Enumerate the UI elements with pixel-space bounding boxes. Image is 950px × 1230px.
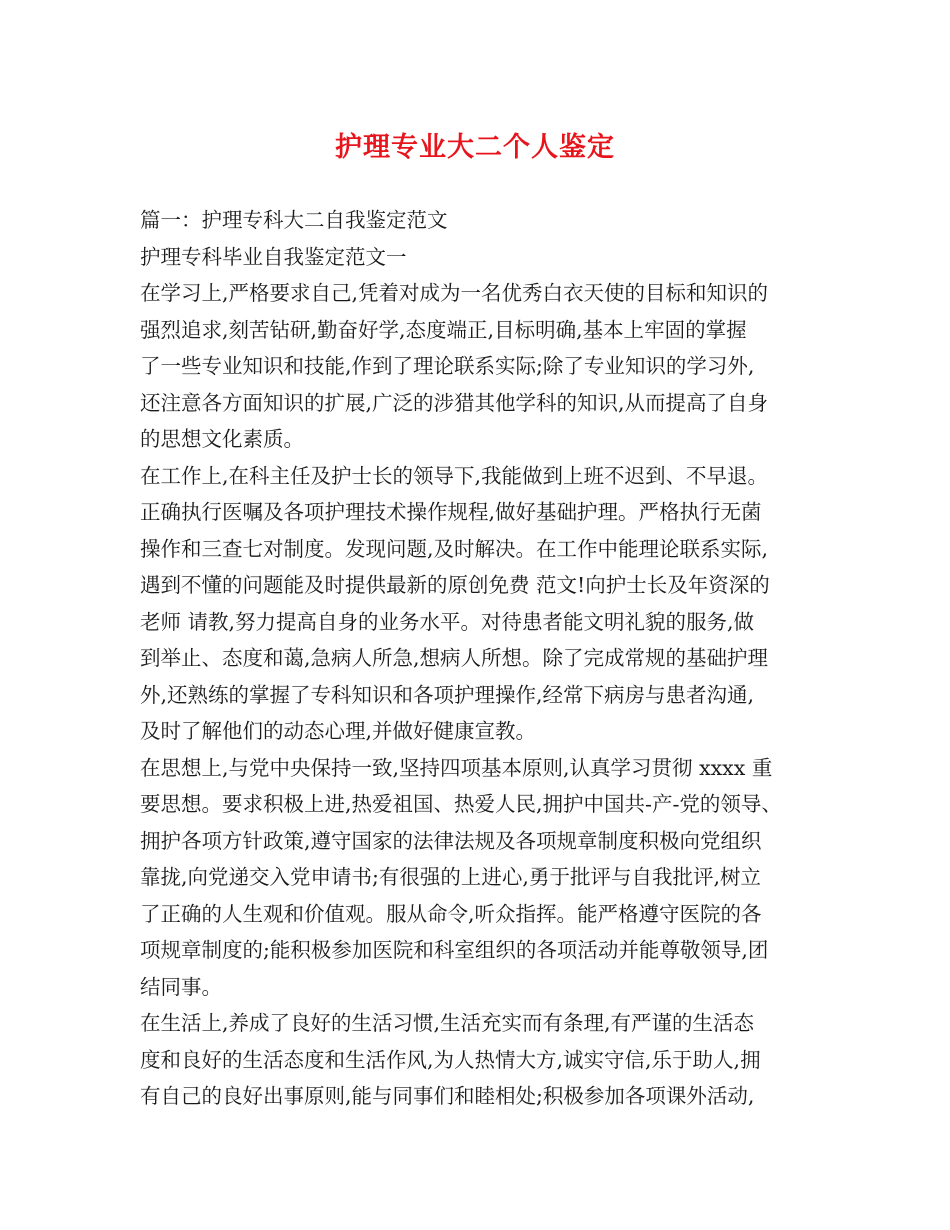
body-line: 在工作上,在科主任及护士长的领导下,我能做到上班不迟到、不早退。: [140, 463, 769, 488]
body-line: 篇一：护理专科大二自我鉴定范文: [140, 208, 448, 232]
body-line: 要思想。要求积极上进,热爱祖国、热爱人民,拥护中国共-产-党的领导、: [140, 792, 782, 816]
body-line: 外,还熟练的掌握了专科知识和各项护理操作,经常下病房与患者沟通,: [140, 682, 755, 707]
body-line: 靠拢,向党递交入党申请书;有很强的上进心,勇于批评与自我批评,树立: [140, 865, 761, 889]
body-line: 有自己的良好出事原则,能与同事们和睦相处;积极参加各项课外活动,: [140, 1084, 755, 1108]
body-line: 拥护各项方针政策,遵守国家的法律法规及各项规章制度积极向党组织: [140, 828, 762, 853]
body-line: 了正确的人生观和价值观。服从命令,听众指挥。能严格遵守医院的各: [140, 901, 762, 926]
document-title: 护理专业大二个人鉴定: [335, 132, 615, 163]
body-line: 操作和三查七对制度。发现问题,及时解决。在工作中能理论联系实际,: [140, 536, 769, 561]
body-line: 及时了解他们的动态心理,并做好健康宣教。: [140, 719, 537, 743]
body-line: 在生活上,养成了良好的生活习惯,生活充实而有条理,有严谨的生活态: [140, 1011, 755, 1035]
body-line: 在思想上,与党中央保持一致,坚持四项基本原则,认真学习贯彻 xxxx 重: [140, 755, 773, 780]
body-line: 到举止、态度和蔼,急病人所急,想病人所想。除了完成常规的基础护理: [140, 646, 769, 670]
body-line: 结同事。: [140, 974, 222, 999]
body-line: 度和良好的生活态度和生活作风,为人热情大方,诚实守信,乐于助人,拥: [140, 1047, 761, 1072]
body-line: 的思想文化素质。: [140, 427, 304, 451]
body-line: 项规章制度的;能积极参加医院和科室组织的各项活动并能尊敬领导,团: [140, 938, 769, 962]
body-line: 强烈追求,刻苦钻研,勤奋好学,态度端正,目标明确,基本上牢固的掌握: [140, 317, 747, 342]
body-line: 护理专科毕业自我鉴定范文一: [140, 244, 407, 269]
body-line: 正确执行医嘱及各项护理技术操作规程,做好基础护理。严格执行无菌: [140, 500, 762, 524]
body-line: 老师 请教,努力提高自身的业务水平。对待患者能文明礼貌的服务,做: [140, 609, 755, 634]
body-line: 了一些专业知识和技能,作到了理论联系实际;除了专业知识的学习外,: [140, 354, 755, 378]
body-line: 在学习上,严格要求自己,凭着对成为一名优秀白衣天使的目标和知识的: [140, 281, 769, 305]
body-line: 遇到不懂的问题能及时提供最新的原创免费 范文!向护士长及年资深的: [140, 573, 770, 597]
document-body: [140, 202, 816, 1115]
body-line: 还注意各方面知识的扩展,广泛的涉猎其他学科的知识,从而提高了自身: [140, 390, 769, 415]
